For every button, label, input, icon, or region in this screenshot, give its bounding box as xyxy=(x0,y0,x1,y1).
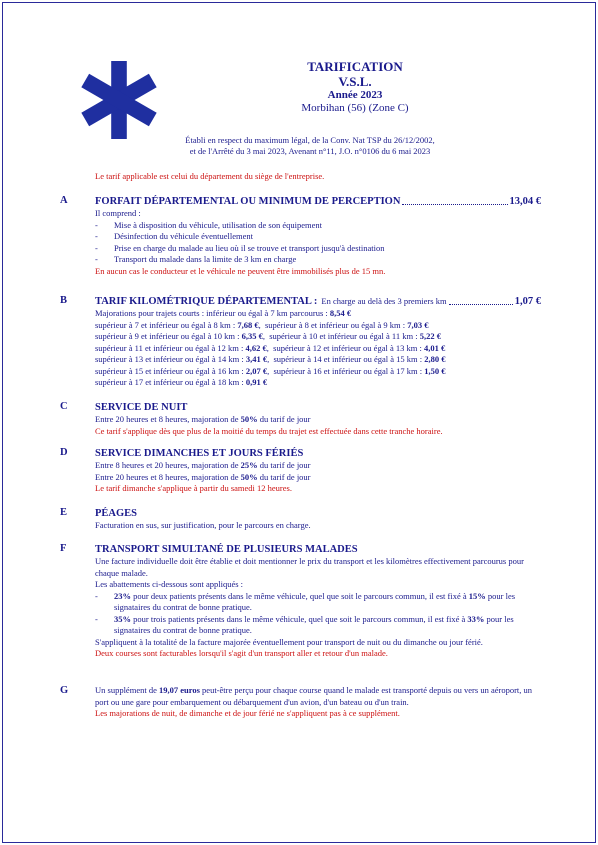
section-letter: A xyxy=(60,195,68,206)
section-letter: B xyxy=(60,295,68,306)
abatement-list xyxy=(95,591,545,637)
section-warning: Deux courses sont facturables lorsqu'il s'agit d'un transport aller et retour d'un malade. xyxy=(95,648,388,658)
list-item: - Transport du malade dans la limite de 3 km en charge xyxy=(95,254,545,266)
surcharge-row: supérieur à 9 et inférieur ou égal à 10 km : 6,35 €, supérieur à 10 et inférieur ou égal à 11 km : 5,22 € xyxy=(95,331,441,341)
section-title: TARIF KILOMÉTRIQUE DÉPARTEMENTAL : xyxy=(95,296,318,307)
section-title: TRANSPORT SIMULTANÉ DE PLUSIEURS MALADES xyxy=(95,544,358,555)
year-label: Année 2023 xyxy=(327,89,383,101)
toll-line: Facturation en sus, sur justification, pour le parcours en charge. xyxy=(95,520,311,530)
section-warning: En aucun cas le conducteur et le véhicule ne peuvent être immobilisés plus de 15 mn. xyxy=(95,265,386,276)
surcharge-row: supérieur à 15 et inférieur ou égal à 16 km : 2,07 €, supérieur à 16 et inférieur ou égal à 17 km : 1,50 € xyxy=(95,365,446,376)
section-letter: C xyxy=(60,401,68,412)
section-letter: E xyxy=(60,507,68,518)
section-intro: Il comprend : xyxy=(95,208,141,218)
region-label: Morbihan (56) (Zone C) xyxy=(301,102,409,114)
list-item: - 23% pour deux patients présents dans le même véhicule, quel que soit le parcours commun, il est fixé à 15% pour les signataires du contrat de bonne pratique. xyxy=(95,591,545,614)
page-subtitle: V.S.L. xyxy=(338,74,372,89)
list-item: - Prise en charge du malade au lieu où il se trouve et transport jusqu'à destination xyxy=(95,243,545,255)
paragraph: S'appliquent à la totalité de la facture majorée éventuellement pour transport de nuit ou du dimanche ou jour férié. xyxy=(95,636,483,647)
section-price: 1,07 € xyxy=(514,296,541,307)
sunday-day-line: Entre 8 heures et 20 heures, majoration de 25% du tarif de jour xyxy=(95,460,311,470)
sunday-night-line: Entre 20 heures et 8 heures, majoration de 50% du tarif de jour xyxy=(95,471,311,482)
section-warning: Le tarif dimanche s'applique à partir du samedi 12 heures. xyxy=(95,483,292,493)
list-item: - Désinfection du véhicule éventuellement xyxy=(95,231,545,243)
dot-leader xyxy=(402,203,507,205)
list-item: - Mise à disposition du véhicule, utilisation de son équipement xyxy=(95,220,545,232)
section-warning: Ce tarif s'applique dès que plus de la moitié du temps du trajet est effectuée dans cette tranche horaire. xyxy=(95,425,443,436)
section-letter: F xyxy=(60,543,67,554)
section-title: SERVICE DIMANCHES ET JOURS FÉRIÉS xyxy=(95,448,304,459)
section-price: 13,04 € xyxy=(509,196,541,207)
surcharge-row: supérieur à 17 et inférieur ou égal à 18 km : 0,91 € xyxy=(95,377,268,387)
section-warning: Les majorations de nuit, de dimanche et de jour férié ne s'appliquent pas à ce supplément. xyxy=(95,708,400,718)
surcharge-row: supérieur à 11 et inférieur ou égal à 12 km : 4,62 €, supérieur à 12 et inférieur ou égal à 13 km : 4,01 € xyxy=(95,342,446,353)
list-item: - 35% pour trois patients présents dans le même véhicule, quel que soit le parcours commun, il est fixé à 33% pour les signataires du contrat de bonne pratique. xyxy=(95,614,545,637)
supplement-paragraph: Un supplément de 19,07 euros peut-être perçu pour chaque course quand le malade est transporté depuis ou vers un aéroport, un port ou une gare pour embarquement ou débarquement d'un avion, d'un bateau ou d'un train. xyxy=(95,685,533,707)
section-title: FORFAIT DÉPARTEMENTAL OU MINIMUM DE PERCEPTION xyxy=(95,196,401,207)
included-list xyxy=(95,220,545,266)
paragraph: Les abattements ci-dessous sont appliqués : xyxy=(95,579,244,589)
section-letter: D xyxy=(60,447,68,458)
surcharge-row: supérieur à 7 et inférieur ou égal à 8 km : 7,68 €, supérieur à 8 et inférieur ou égal à 9 km : 7,03 € xyxy=(95,319,429,330)
dot-leader xyxy=(449,303,513,305)
section-title-suffix: En charge au delà des 3 premiers km xyxy=(321,296,447,306)
section-title: PÉAGES xyxy=(95,508,138,519)
top-note: Le tarif applicable est celui du département du siège de l'entreprise. xyxy=(95,171,325,181)
legal-reference xyxy=(120,135,500,157)
short-trip-intro: Majorations pour trajets courts : inférieur ou égal à 7 km parcourus : 8,54 € xyxy=(95,308,352,318)
legal-line-1: Établi en respect du maximum légal, de la Conv. Nat TSP du 26/12/2002, xyxy=(185,135,435,145)
section-title: SERVICE DE NUIT xyxy=(95,402,188,413)
legal-line-2: et de l'Arrêté du 3 mai 2023, Avenant n°11, J.O. n°0106 du 6 mai 2023 xyxy=(189,146,431,156)
night-surcharge-line: Entre 20 heures et 8 heures, majoration de 50% du tarif de jour xyxy=(95,414,311,424)
page-title: TARIFICATION xyxy=(307,59,403,74)
star-of-life-icon xyxy=(80,61,158,139)
surcharge-row: supérieur à 13 et inférieur ou égal à 14 km : 3,41 €, supérieur à 14 et inférieur ou égal à 15 km : 2,80 € xyxy=(95,354,446,364)
document-header xyxy=(200,59,510,115)
section-letter: G xyxy=(60,685,69,696)
paragraph: Une facture individuelle doit être établie et doit mentionner le prix du transport et les kilomètres effectivement parcourus pour chaque malade. xyxy=(95,556,524,578)
